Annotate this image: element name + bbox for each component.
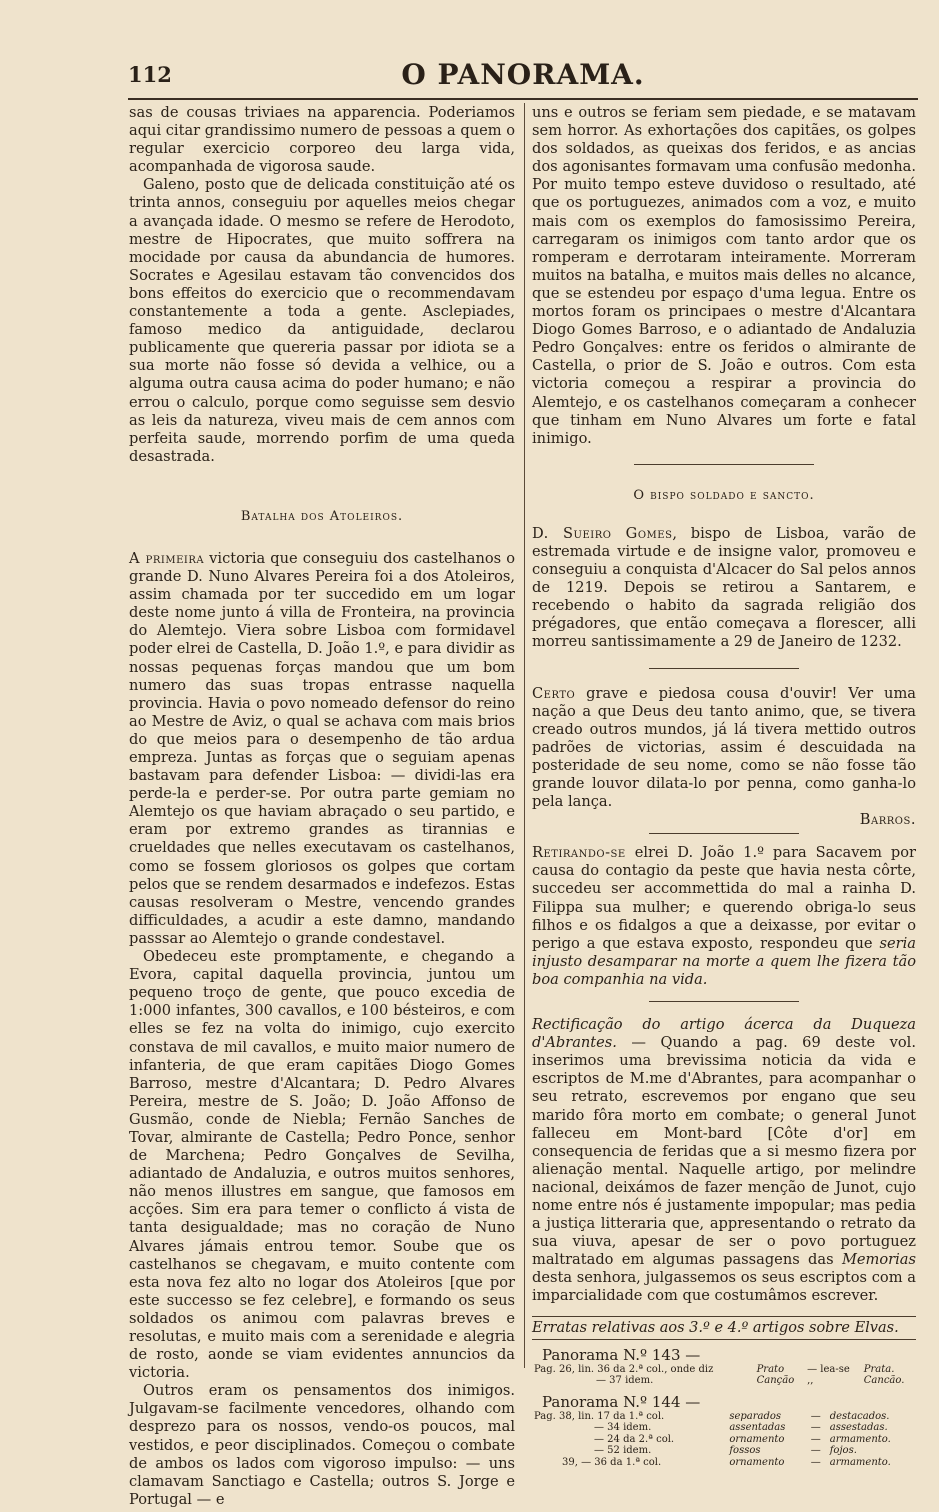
errata-correct: armamento.	[829, 1433, 891, 1445]
divider	[649, 1001, 799, 1002]
errata-location: — 24 da 2.ª col.	[594, 1433, 675, 1445]
errata-location: Pag. 26, lin. 36 da 2.ª col., onde diz	[534, 1363, 714, 1375]
errata-correct: assestadas.	[829, 1422, 888, 1434]
rectification-title: Rectificação do artigo ácerca da Duqueza d'Abrantes.	[532, 1016, 916, 1052]
divider	[634, 464, 814, 465]
errata-sep: — lea-se	[807, 1363, 850, 1375]
errata-block	[532, 1346, 916, 1469]
errata-wrong: separados	[729, 1410, 782, 1422]
paragraph: uns e outros se feriam sem piedade, e se matavam sem horror. As exhortações dos capitães, os golpes dos soldados, as queixas dos feridos, e as ancias dos agonisantes formavam uma confusão medonha. Por muito tempo esteve duvidoso o resultado, até que os portuguezes, animados com a voz, e muito mais com os exemplos do famosissimo Pereira, carregaram os inimigos com tanto ardor que os romperam e derrotaram inteiramente. Morreram muitos na batalha, e muitos mais delles no alcance, que se estendeu por espaço d'uma legua. Entre os mortos foram os principaes o mestre d'Alcantara Diogo Gomes Barroso, e o adiantado de Andaluzia Pedro Gonçalves: entre os feridos o almirante de Castella, o prior de S. João e outros. Com esta victoria começou a respirar a provincia do Alemtejo, e os castelhanos começaram a conhecer que tinham em Nuno Alvares um forte e fatal inimigo.	[532, 104, 916, 447]
errata-location: — 34 idem.	[594, 1422, 652, 1434]
italic-text: seria injusto desamparar na morte a quem lhe fizera tão boa companhia na vida.	[532, 934, 916, 988]
errata-wrong: Prato	[756, 1363, 785, 1375]
errata-title: Erratas relativas aos 3.º e 4.º artigos sobre Elvas.	[532, 1316, 916, 1340]
errata-sep: —	[810, 1410, 821, 1422]
paragraph	[532, 844, 916, 989]
page-header	[128, 58, 918, 100]
errata-table	[532, 1411, 916, 1469]
section-title-atoleiros: Batalha dos Atoleiros.	[240, 508, 404, 524]
errata-location: 39, — 36 da 1.ª col.	[562, 1456, 662, 1468]
left-column	[129, 104, 515, 1509]
paragraph: Obedeceu este promptamente, e chegando a Evora, capital daquella provincia, juntou um pequeno troço de gente, que pouco excedia de 1:000 infantes, 300 cavallos, e 100 bésteiros, e com elles se fez na volta do inimigo, cujo exercito constava de mil cavallos, e muito maior numero de infanteria, de que eram capitães Diogo Gomes Barroso, mestre d'Alcantara; D. Pedro Alvares Pereira, mestre de S. João; D. João Affonso de Gusmão, conde de Niebla; Fernão Sanches de Tovar, almirante de Castella; Pedro Ponce, senhor de Marchena; Pedro Gonçalves de Sevilha, adiantado de Andaluzia, e outros muitos senhores, não menos illustres em sangue, que famosos em acções. Sim era para temer o conflicto á vista de tanta desigualdade; mas no coração de Nuno Alvares jámais entrou temor. Soube que os castelhanos se chegavam, e muito contente com esta nova fez alto no logar dos Atoleiros [que por este successo se fez celebre], e formando os seus soldados os animou com palavras breves e resolutas, e muito mais com a serenidade e alegria de rosto, aonde se viam evidentes annuncios da victoria.	[129, 948, 515, 1382]
errata-sep: —	[810, 1422, 821, 1434]
paragraph	[129, 550, 515, 948]
errata-sep: —	[810, 1433, 821, 1445]
paragraph	[532, 525, 916, 652]
lead-in: A primeira	[129, 549, 205, 567]
errata-row	[532, 1364, 916, 1376]
errata-wrong: Canção	[756, 1375, 795, 1387]
errata-sep: —	[810, 1445, 821, 1457]
right-column	[532, 104, 916, 1468]
errata-correct: Prata.	[863, 1363, 895, 1375]
errata-sep: ,,	[807, 1375, 814, 1387]
errata-row	[532, 1434, 916, 1446]
paragraph-text: — Quando a pag. 69 deste vol. inserimos uma brevissima noticia da vida e escriptos de M.me d'Abrantes, para acompanhar o seu retrato, escrevemos por engano que seu marido fôra morto em combate; o general Junot falleceu em Mont-bard [Côte d'or] em consequencia de feridas que a si mesmo fizera por alienação mental. Naquelle artigo, por melindre nacional, deixámos de fazer menção de Junot, cujo nome entre nós é justamente impopular; mas pedia a justiça litteraria que, appresentando o retrato da sua viuva, apesar de ser o povo portuguez maltratado em algumas passagens das	[532, 1034, 916, 1269]
column-divider	[524, 103, 525, 1368]
errata-row	[532, 1422, 916, 1434]
lead-in: D. Sueiro Gomes	[532, 524, 673, 542]
lead-in: Retirando-se	[532, 844, 626, 862]
errata-wrong: assentadas	[729, 1422, 786, 1434]
errata-table	[532, 1364, 916, 1387]
errata-row	[532, 1445, 916, 1457]
errata-location: — 52 idem.	[594, 1445, 652, 1457]
page-number: 112	[128, 62, 172, 87]
paragraph-text: grave e piedosa cousa d'ouvir! Ver uma nação a que Deus deu tanto animo, que, se tivera creado outros mundos, já lá tivera mettido outros padrões de victorias, assim é descuidada na posteridade de seu nome, como se não fosse tão grande louvor dilata-lo por penna, como ganha-lo pela lança.	[532, 684, 916, 811]
errata-sep: —	[810, 1456, 821, 1468]
errata-row	[532, 1375, 916, 1387]
paragraph-text: , bispo de Lisboa, varão de estremada virtude e de insigne valor, promoveu e conseguiu a conquista d'Alcacer do Sal pelos annos de 1219. Depois se retirou a Santarem, e recebendo o habito da sagrada religião dos prégadores, que então começava a florescer, alli morreu santissimamente a 29 de Janeiro de 1232.	[532, 524, 916, 651]
paragraph-text: desta senhora, julgassemos os seus escriptos com a imparcialidade com que costumâmos escrever.	[532, 1269, 916, 1305]
section-title-bispo: O bispo soldado e sancto.	[633, 487, 815, 503]
quote-author: Barros.	[859, 811, 916, 829]
paragraph	[532, 1016, 916, 1306]
errata-correct: Cancão.	[863, 1375, 905, 1387]
quote-paragraph	[532, 685, 916, 812]
errata-row	[532, 1457, 916, 1469]
italic-text: Memorias	[841, 1251, 916, 1269]
errata-heading: Panorama N.º 143 —	[542, 1345, 701, 1364]
paragraph: Outros eram os pensamentos dos inimigos. Julgavam-se facilmente vencedores, olhando com desprezo para os nossos, vendo-os poucos, mal vestidos, e peor disciplinados. Começou o combate de ambos os lados com vigoroso impulso: — uns clamavam Sanctiago e Castella; outros S. Jorge e Portugal — e	[129, 1382, 515, 1508]
errata-correct: armamento.	[829, 1456, 891, 1468]
divider	[649, 833, 799, 834]
divider	[649, 668, 799, 669]
errata-wrong: ornamento	[729, 1456, 785, 1468]
errata-row	[532, 1411, 916, 1423]
journal-title: O PANORAMA.	[401, 58, 645, 91]
paragraph-text: elrei D. João 1.º para Sacavem por causa do contagio da peste que havia nesta côrte, succedeu ser accommettida do mal a rainha D. Filippa sua mulher; e querendo obriga-lo seus filhos e os fidalgos a que a deixasse, por evitar o perigo a que estava exposto, respondeu que	[532, 844, 916, 952]
errata-location: — 37 idem.	[596, 1375, 654, 1387]
errata-heading: Panorama N.º 144 —	[542, 1392, 701, 1411]
paragraph-text: victoria que conseguiu dos castelhanos o grande D. Nuno Alvares Pereira foi a dos Atoleiros, assim chamada por ter succedido em um logar deste nome junto á villa de Fronteira, na provincia do Alemtejo. Viera sobre Lisboa com formidavel poder elrei de Castella, D. João 1.º, e para dividir as nossas pequenas forças mandou que um bom numero das suas tropas entrasse naquella provincia. Havia o povo nomeado defensor do reino ao Mestre de Aviz, o qual se achava com mais brios do que meios para o desempenho de tão ardua empreza. Juntas as forças que o seguiam apenas bastavam para defender Lisboa: — dividi-las era perde-la e perder-se. Por outra parte gemiam no Alemtejo os que haviam abraçado o seu partido, e eram por extremo grandes as tirannias e crueldades que nelles executavam os castelhanos, como se fossem gloriosos os golpes que cortam pelos que se rendem desarmados e indefezos. Estas causas resolveram o Mestre, vencendo grandes difficuldades, a acudir a este damno, mandando passsar ao Alemtejo o grande condestavel.	[129, 549, 515, 947]
errata-wrong: fossos	[729, 1445, 761, 1457]
errata-location: Pag. 38, lin. 17 da 1.ª col.	[534, 1410, 665, 1422]
errata-correct: destacados.	[829, 1410, 890, 1422]
lead-in: Certo	[532, 684, 576, 702]
errata-correct: fojos.	[829, 1445, 857, 1457]
errata-wrong: ornamento	[729, 1433, 785, 1445]
paragraph: sas de cousas triviaes na apparencia. Poderiamos aqui citar grandissimo numero de pessoas a quem o regular exercicio corporeo deu larga vida, acompanhada de vigorosa saude.	[129, 104, 515, 176]
paragraph: Galeno, posto que de delicada constituição até os trinta annos, conseguiu por aquelles meios chegar a avançada idade. O mesmo se refere de Herodoto, mestre de Hipocrates, que muito soffrera na mocidade por causa da abundancia de humores. Socrates e Agesilau estavam tão convencidos dos bons effeitos do exercicio que o recommendavam constantemente a toda a gente. Asclepiades, famoso medico da antiguidade, declarou publicamente que quereria passar por idiota se a sua morte não fosse só devida a velhice, ou a alguma outra causa acima do poder humano; e não errou o calculo, porque como seguisse sem desvio as leis da natureza, viveu mais de cem annos com perfeita saude, morrendo porfim de uma queda desastrada.	[129, 176, 515, 465]
